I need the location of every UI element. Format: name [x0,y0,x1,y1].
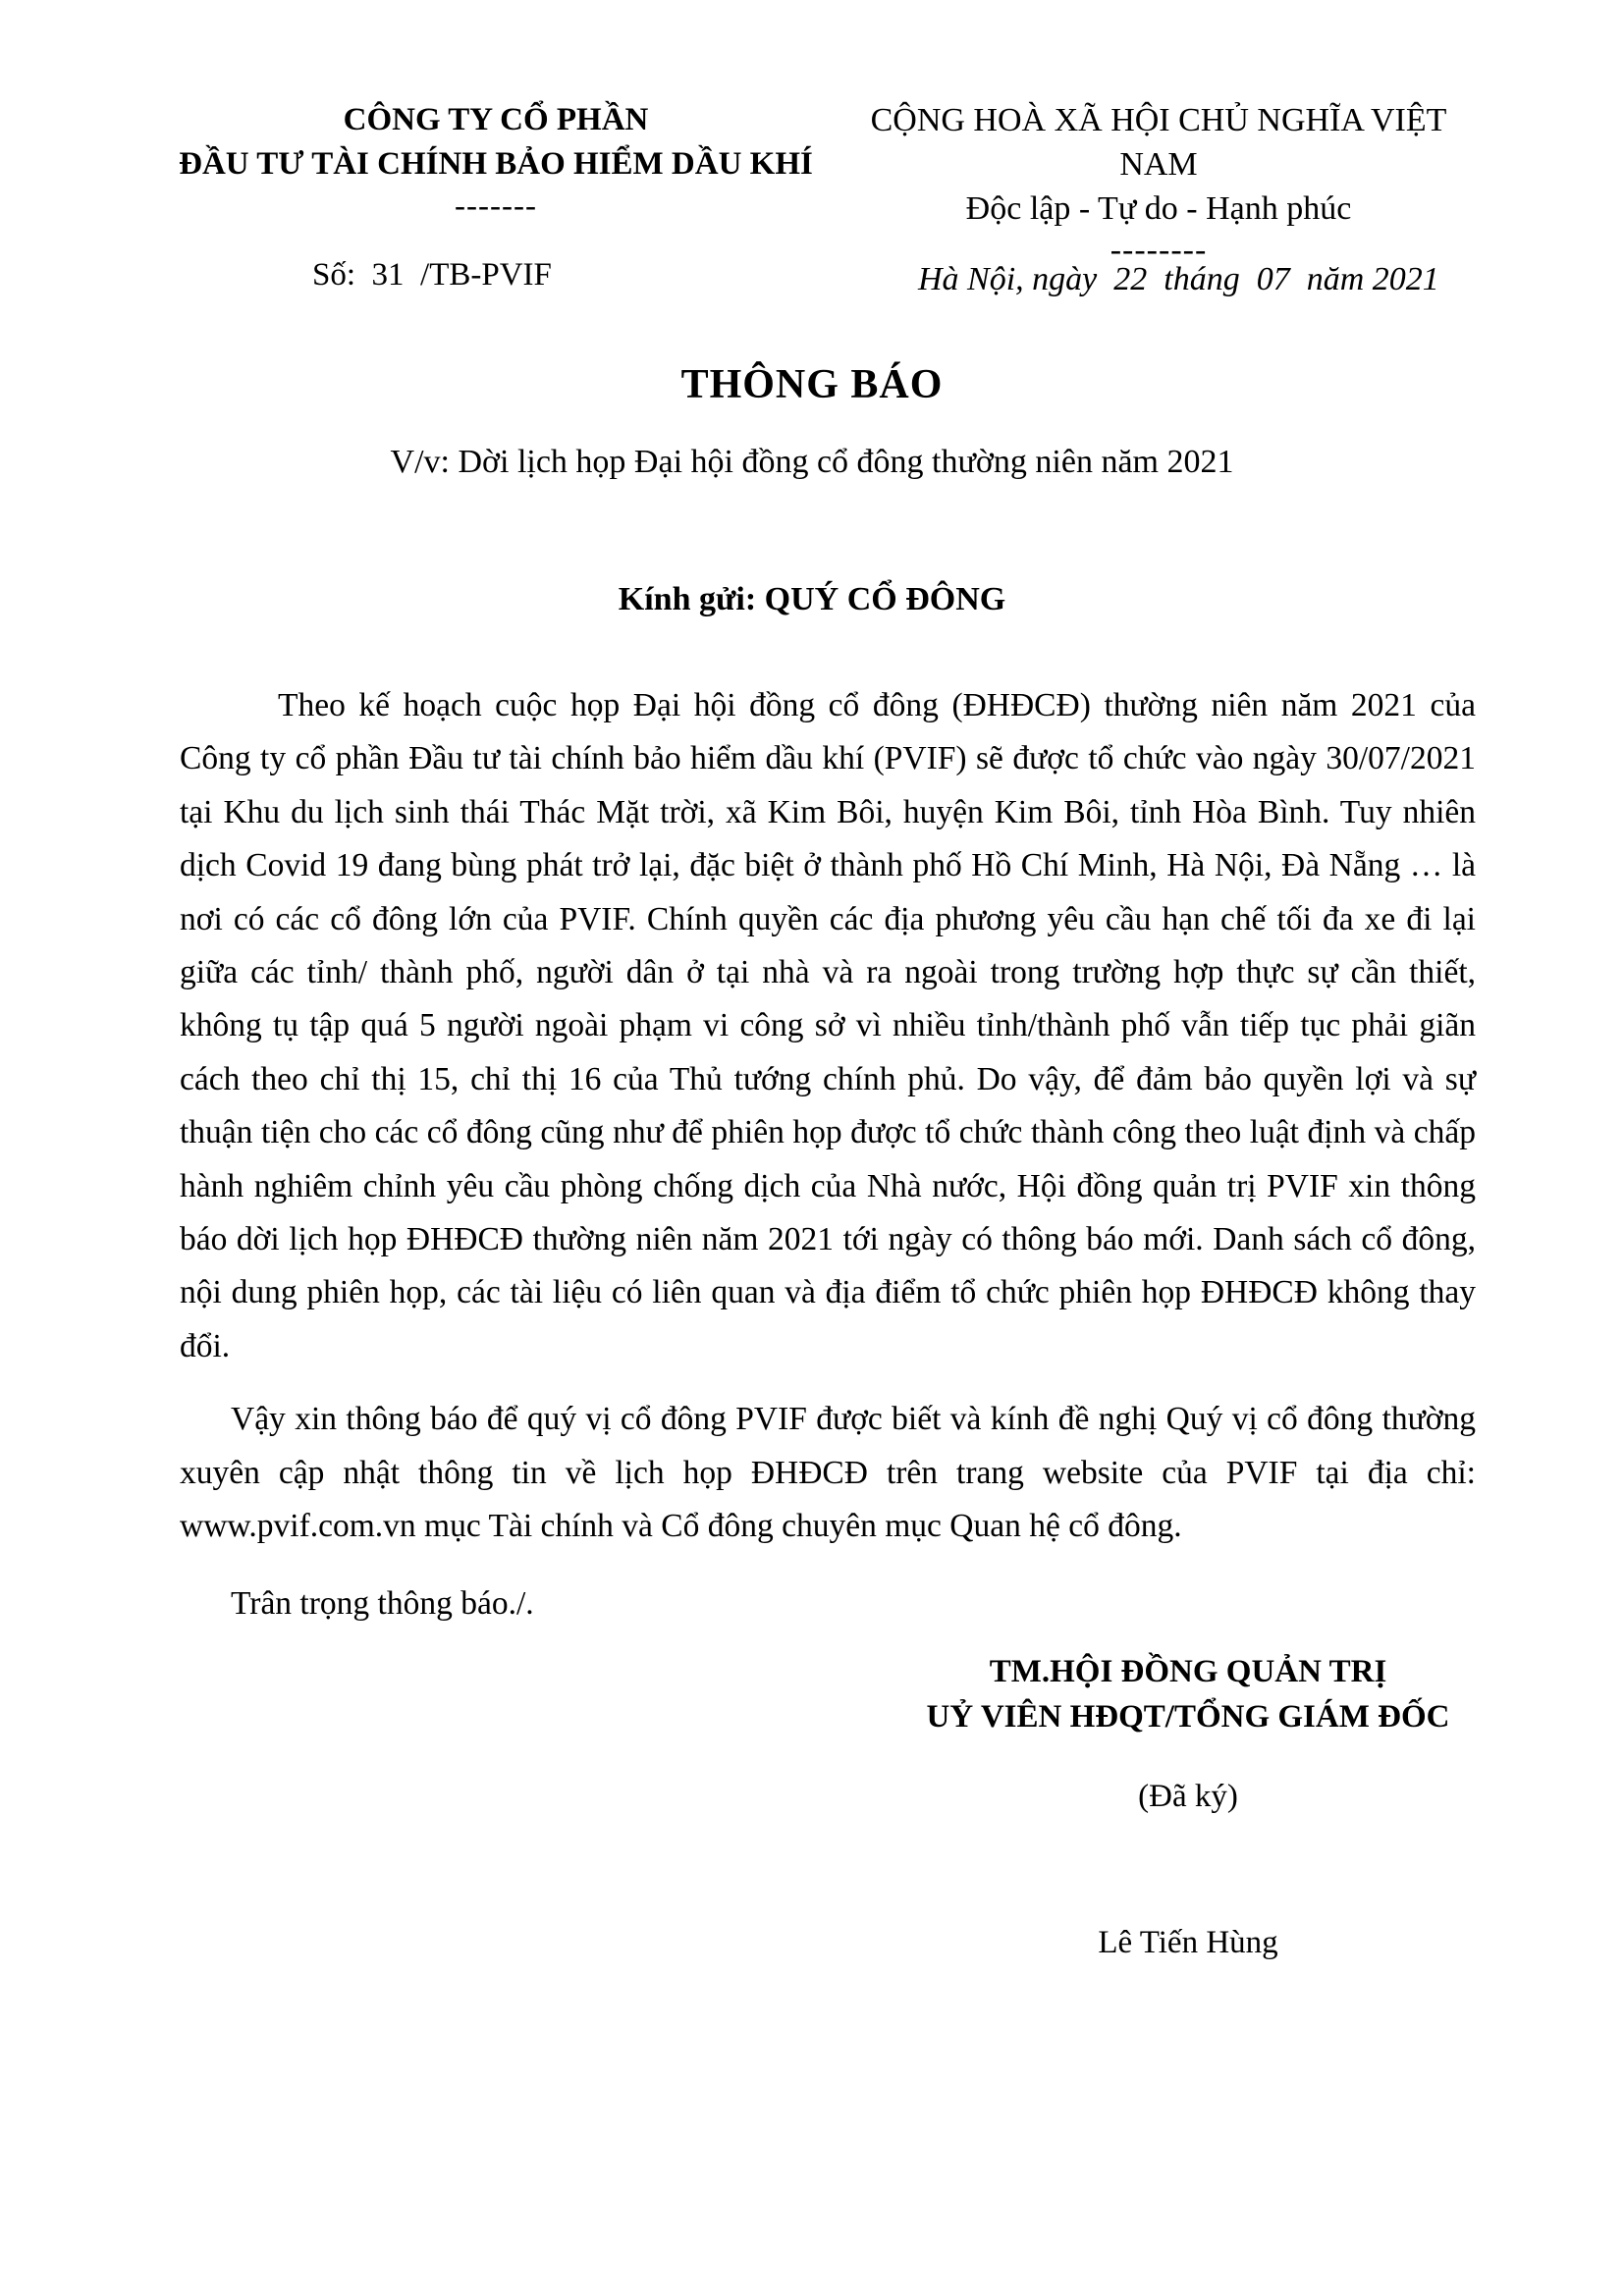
body-paragraph: Vậy xin thông báo để quý vị cổ đông PVIF được biết và kính đề nghị Quý vị cổ đông thường xuyên cập nhật thông tin về lịch họp ĐHĐCĐ trên trang website của PVIF tại địa chỉ: www.pvif.com.vn mục Tài chính và Cổ đông chuyên mục Quan hệ cổ đông. [180,1401,1476,1545]
company-name-line1: CÔNG TY CỔ PHẦN [343,102,649,137]
document-date: Hà Nội, ngày 22 tháng 07 năm 2021 [918,261,1439,297]
signatory-role-line1: TM.HỘI ĐỒNG QUẢN TRỊ [989,1654,1387,1689]
body-paragraph: Theo kế hoạch cuộc họp Đại hội đồng cổ đông (ĐHĐCĐ) thường niên năm 2021 của Công ty cổ phần Đầu tư tài chính bảo hiểm dầu khí (PVIF) sẽ được tổ chức vào ngày 30/07/2021 tại Khu du lịch sinh thái Thác Mặt trời, xã Kim Bôi, huyện Kim Bôi, tỉnh Hòa Bình. Tuy nhiên dịch Covid 19 đang bùng phát trở lại, đặc biệt ở thành phố Hồ Chí Minh, Hà Nội, Đà Nẵng … là nơi có các cổ đông lớn của PVIF. Chính quyền các địa phương yêu cầu hạn chế tối đa xe đi lại giữa các tỉnh/ thành phố, người dân ở tại nhà và ra ngoài trong trường hợp thực sự cần thiết, không tụ tập quá 5 người ngoài phạm vi công sở vì nhiều tỉnh/thành phố vẫn tiếp tục phải giãn cách theo chỉ thị 15, chỉ thị 16 của Thủ tướng chính phủ. Do vậy, để đảm bảo quyền lợi và sự thuận tiện cho các cổ đông cũng như để phiên họp được tổ chức thành công theo luật định và chấp hành nghiêm chỉnh yêu cầu phòng chống dịch của Nhà nước, Hội đồng quản trị PVIF xin thông báo dời lịch họp ĐHĐCĐ thường niên năm 2021 tới ngày có thông báo mới. Danh sách cổ đông, nội dung phiên họp, các tài liệu có liên quan và địa điểm tổ chức phiên họp ĐHĐCĐ không thay đổi. [180,687,1476,1364]
signed-note: (Đã ký) [1138,1779,1238,1814]
salutation: Kính gửi: QUÝ CỔ ĐÔNG [618,581,1006,617]
nation-header-rule: -------- [1110,232,1208,268]
document-number: Số: 31 /TB-PVIF [312,257,552,293]
company-header [157,98,835,226]
nation-motto: Độc lập - Tự do - Hạnh phúc [965,190,1352,227]
document-title: THÔNG BÁO [680,362,944,407]
closing-line: Trân trọng thông báo./. [231,1584,534,1622]
company-name-line2: ĐẦU TƯ TÀI CHÍNH BẢO HIỂM DẦU KHÍ [179,146,813,182]
signature-block [805,1649,1571,1961]
document-subject: V/v: Dời lịch họp Đại hội đồng cổ đông thường niên năm 2021 [390,444,1234,480]
signatory-role-line2: UỶ VIÊN HĐQT/TỔNG GIÁM ĐỐC [926,1699,1450,1735]
company-header-rule: ------- [455,188,537,224]
national-motto-header [854,98,1463,270]
document-body [180,679,1476,1630]
nation-name: CỘNG HOÀ XÃ HỘI CHỦ NGHĨA VIỆT NAM [870,102,1447,183]
signatory-name: Lê Tiến Hùng [1098,1925,1278,1960]
